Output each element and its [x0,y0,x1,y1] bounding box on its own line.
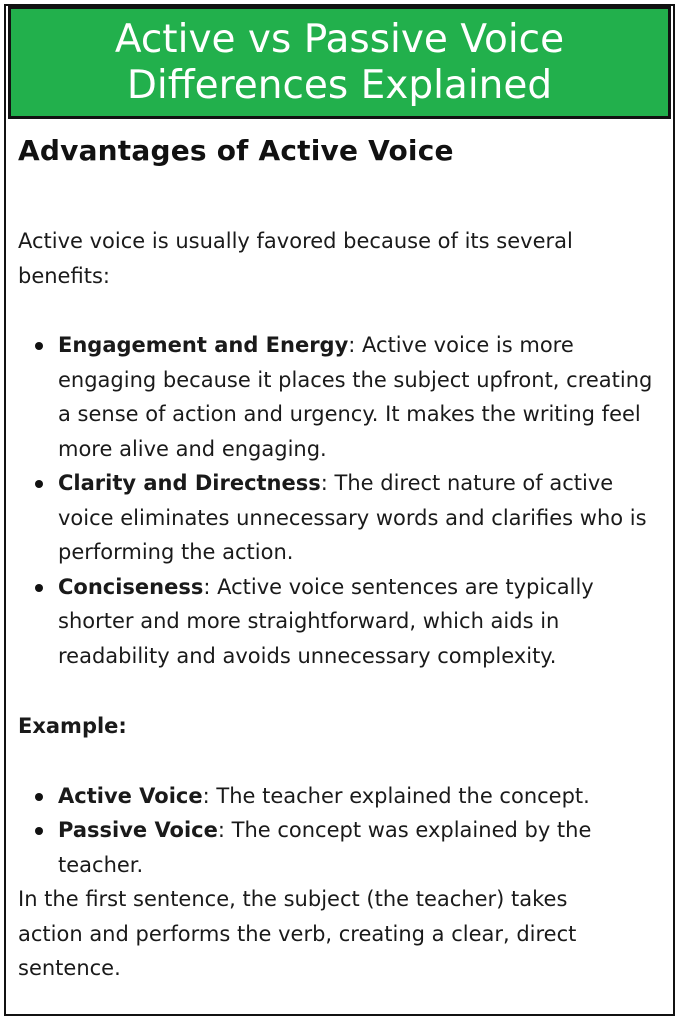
list-item [18,328,668,466]
intro-paragraph: Active voice is usually favored because of its several benefits: [18,229,573,288]
bullet-icon [35,584,43,592]
page-title [60,17,620,109]
title-line-2: Differences Explained [126,62,553,108]
example-text: : The concept was explained by the teacher. [58,818,592,877]
bullet-icon [35,793,43,801]
benefit-text: : The direct nature of active voice eliminates unnecessary words and clarifies who is performing the action. [58,471,647,564]
list-item [18,813,668,882]
benefit-text: : Active voice is more engaging because it places the subject upfront, creating a sense of action and urgency. It makes the writing feel more alive and engaging. [58,333,653,461]
title-line-1: Active vs Passive Voice [114,16,565,62]
title-banner [8,6,671,119]
benefit-term: Conciseness [58,574,204,599]
benefit-term: Engagement and Energy [58,333,349,357]
bullet-icon [35,827,43,835]
example-label: Example: [18,714,127,738]
examples-list [18,779,668,883]
benefit-term: Clarity and Directness [58,471,321,495]
example-text: : The teacher explained the concept. [202,783,590,808]
example-term: Passive Voice [58,818,218,842]
bullet-icon [35,342,43,350]
bullet-icon [35,480,43,488]
example-term: Active Voice [58,783,203,808]
list-item [18,779,668,814]
list-item [18,466,668,570]
conclusion-paragraph: In the first sentence, the subject (the teacher) takes action and performs the verb, creating a clear, direct sentence. [18,887,577,980]
benefit-text: : Active voice sentences are typically shorter and more straightforward, which aids in readability and avoids unnecessary complexity. [58,574,594,668]
benefits-list [18,328,668,673]
list-item [18,570,668,674]
article-content [18,128,668,986]
section-heading: Advantages of Active Voice [18,134,454,167]
